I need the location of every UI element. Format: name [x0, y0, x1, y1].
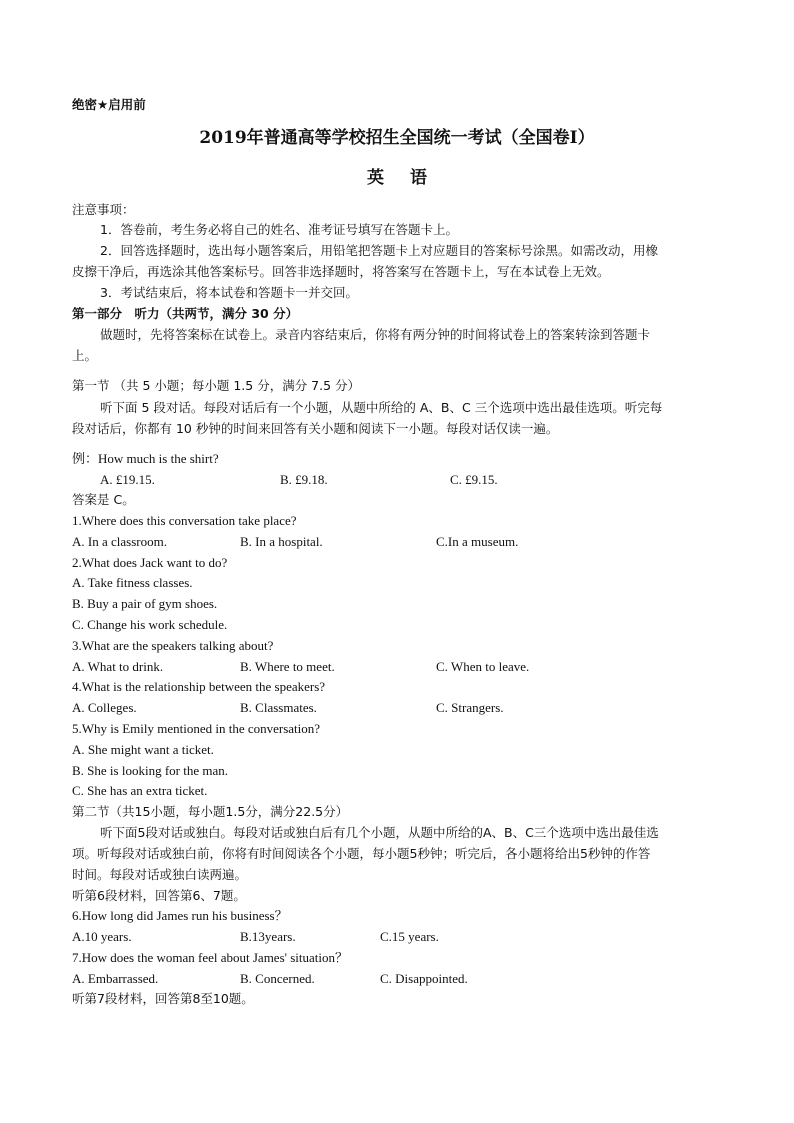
question-4-options	[72, 698, 722, 718]
q3-option-c: C. When to leave.	[436, 659, 530, 674]
notice-item-3: 3．考试结束后，将本试卷和答题卡一并交回。	[100, 285, 358, 300]
q2-option-b: B. Buy a pair of gym shoes.	[72, 596, 218, 611]
section1-heading: 第一节 （共 5 小题；每小题 1.5 分，满分 7.5 分）	[72, 378, 361, 393]
section2-intro: 听下面5段对话或独白。每段对话或独白后有几个小题，从题中所给的A、B、C三个选项中选出最佳选	[100, 825, 659, 840]
q3-option-a: A. What to drink.	[72, 659, 164, 674]
notice-item-1: 1．答卷前，考生务必将自己的姓名、准考证号填写在答题卡上。	[100, 222, 458, 237]
question-7-options	[72, 969, 722, 989]
subject-title: 英语	[367, 168, 453, 188]
q3-option-b: B. Where to meet.	[240, 659, 335, 674]
example-option-c: C. £9.15.	[450, 472, 498, 487]
notice-item-2: 2．回答选择题时，选出每小题答案后，用铅笔把答题卡上对应题目的答案标号涂黑。如需改动，用橡	[100, 243, 658, 258]
question-3: 3.What are the speakers talking about?	[72, 638, 274, 653]
example-answer: 答案是 C。	[72, 492, 135, 507]
q7-option-b: B. Concerned.	[240, 971, 315, 986]
q5-option-b: B. She is looking for the man.	[72, 763, 228, 778]
q5-option-a: A. She might want a ticket.	[72, 742, 214, 757]
part1-heading: 第一部分 听力（共两节，满分 30 分）	[72, 306, 299, 321]
part1-intro-cont: 上。	[72, 348, 98, 363]
q4-option-c: C. Strangers.	[436, 700, 504, 715]
q1-option-b: B. In a hospital.	[240, 534, 323, 549]
section2-intro-cont-2: 时间。每段对话或独白读两遍。	[72, 867, 248, 882]
q1-option-a: A. In a classroom.	[72, 534, 167, 549]
q1-option-c: C.In a museum.	[436, 534, 519, 549]
notice-heading: 注意事项：	[72, 202, 135, 217]
q6-option-c: C.15 years.	[380, 929, 439, 944]
question-6: 6.How long did James run his business？	[72, 908, 288, 923]
question-2: 2.What does Jack want to do?	[72, 555, 228, 570]
q4-option-b: B. Classmates.	[240, 700, 317, 715]
question-7: 7.How does the woman feel about James' situation？	[72, 950, 349, 965]
section2-heading: 第二节（共15小题，每小题1.5分，满分22.5分）	[72, 804, 349, 819]
q2-option-a: A. Take fitness classes.	[72, 575, 193, 590]
question-5: 5.Why is Emily mentioned in the conversation?	[72, 721, 321, 736]
part1-intro: 做题时，先将答案标在试卷上。录音内容结束后，你将有两分钟的时间将试卷上的答案转涂到答题卡	[100, 327, 651, 342]
material-6-label: 听第6段材料，回答第6、7题。	[72, 888, 246, 903]
section1-intro-cont: 段对话后，你都有 10 秒钟的时间来回答有关小题和阅读下一小题。每段对话仅读一遍。	[72, 421, 559, 436]
q4-option-a: A. Colleges.	[72, 700, 137, 715]
notice-item-2-cont: 皮擦干净后，再选涂其他答案标号。回答非选择题时，将答案写在答题卡上，写在本试卷上无效。	[72, 264, 610, 279]
secret-label: 绝密★启用前	[72, 97, 146, 112]
q2-option-c: C. Change his work schedule.	[72, 617, 228, 632]
exam-title: 2019年普通高等学校招生全国统一考试（全国卷I）	[199, 128, 595, 148]
q6-option-a: A.10 years.	[72, 929, 132, 944]
example-option-b: B. £9.18.	[280, 472, 328, 487]
material-7-label: 听第7段材料，回答第8至10题。	[72, 991, 254, 1006]
q7-option-c: C. Disappointed.	[380, 971, 468, 986]
question-1-options	[72, 532, 722, 552]
question-3-options	[72, 657, 722, 677]
section2-intro-cont: 项。听每段对话或独白前，你将有时间阅读各个小题，每小题5秒钟；听完后，各小题将给出5秒钟的作答	[72, 846, 651, 861]
question-1: 1.Where does this conversation take place?	[72, 513, 297, 528]
q7-option-a: A. Embarrassed.	[72, 971, 159, 986]
example-question: 例：How much is the shirt?	[72, 451, 219, 466]
section1-intro: 听下面 5 段对话。每段对话后有一个小题，从题中所给的 A、B、C 三个选项中选出最佳选项。听完每	[100, 400, 663, 415]
question-6-options	[72, 927, 722, 947]
q5-option-c: C. She has an extra ticket.	[72, 783, 208, 798]
q6-option-b: B.13years.	[240, 929, 296, 944]
question-4: 4.What is the relationship between the speakers?	[72, 679, 326, 694]
example-option-a: A. £19.15.	[100, 472, 155, 487]
